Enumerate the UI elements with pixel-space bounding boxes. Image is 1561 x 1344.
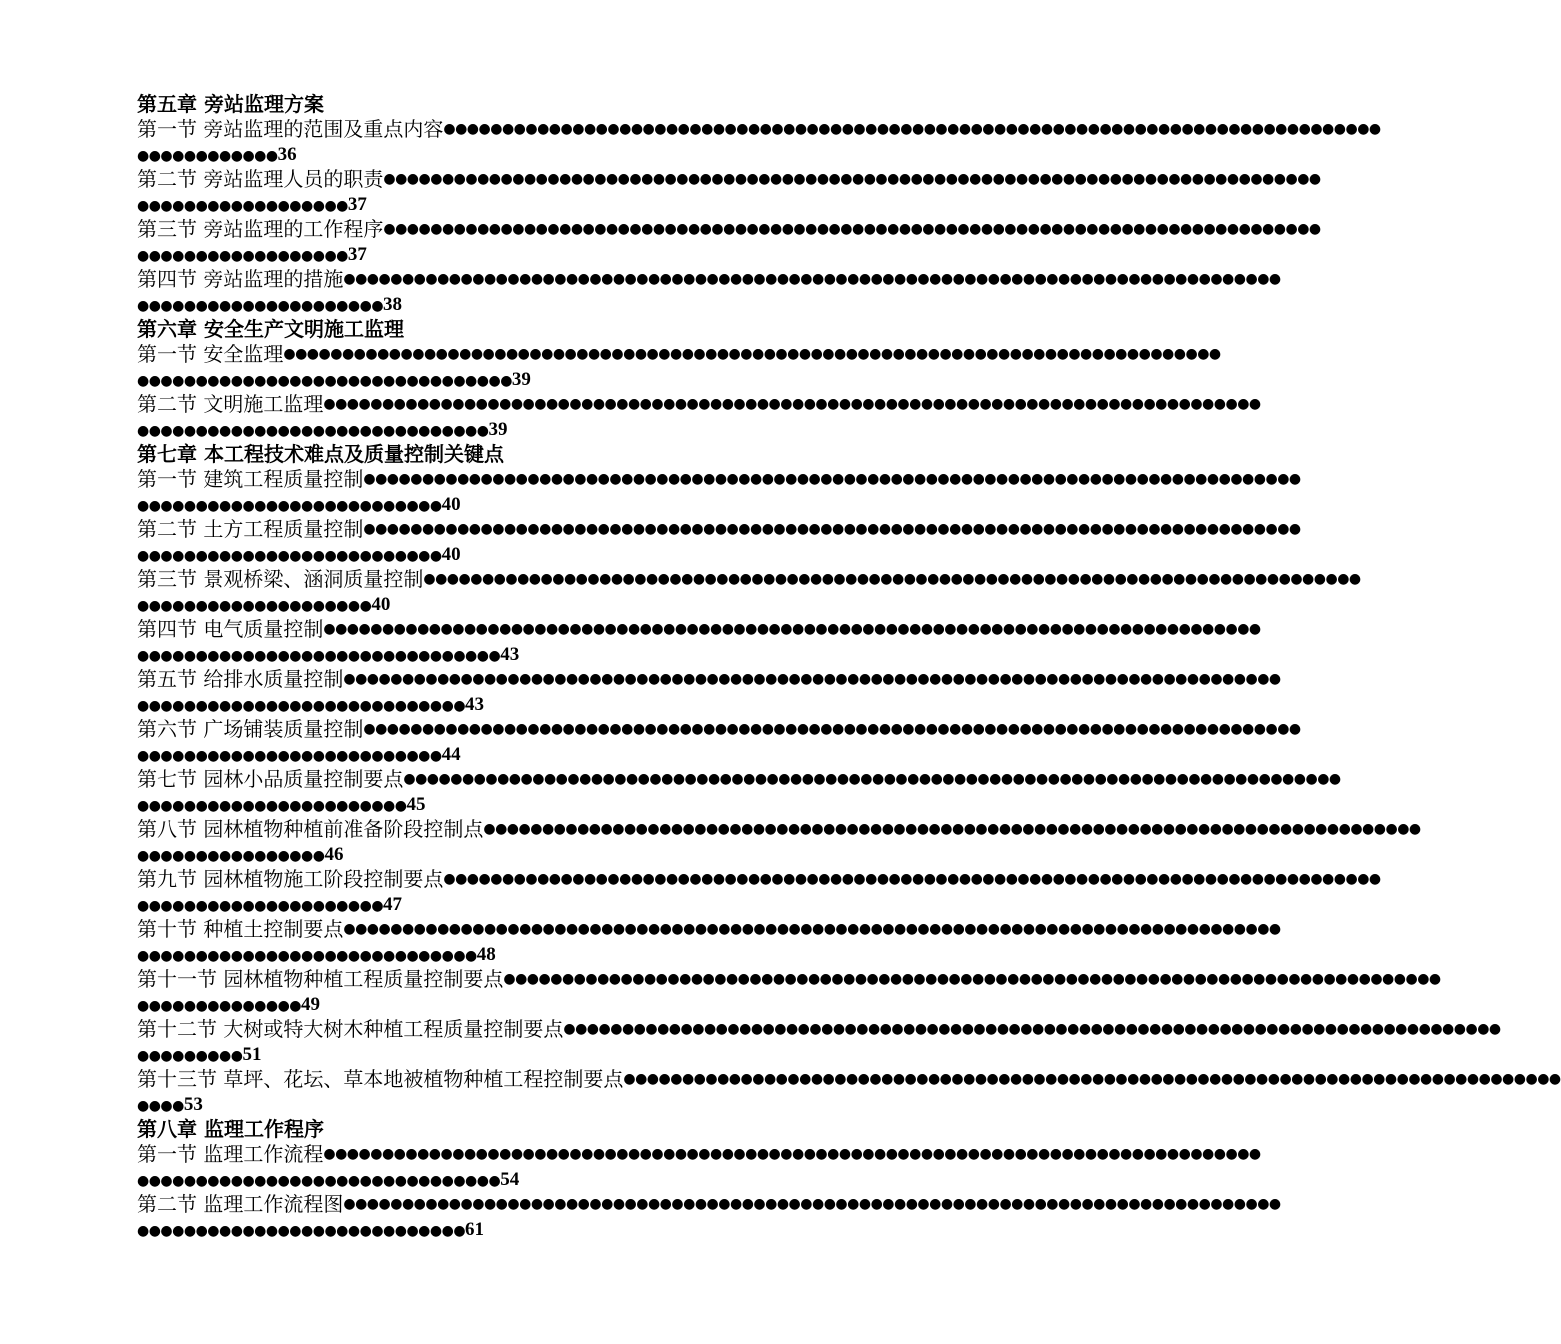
toc-entry[interactable] [137, 167, 1321, 217]
toc-page-number: 39 [488, 419, 508, 440]
toc-page-number: 49 [301, 994, 321, 1015]
dot-leader: ●●●●●●●●●●●●●●●●●●●●●●●●●●●●●●●●●●●●●●●●●●●●●●●●●●●●●●●●●●●●●●●●●●●●●●●●●●●●●●●● [443, 121, 1381, 137]
toc-entry-title: 第一节 旁站监理的范围及重点内容 [137, 117, 444, 141]
dot-leader: ●●●●●●●●●●●●●●●●●●●●●●●●●●●●●●●●●●●●●●●●●●●●●●●●●●●●●●●●●●●●●●●●●●●●●●●●●●●●●●●● [363, 521, 1301, 537]
toc-entry-title: 第十二节 大树或特大树木种植工程质量控制要点 [137, 1017, 564, 1041]
toc-page-number: 51 [242, 1044, 262, 1065]
toc-entry-title: 第九节 园林植物施工阶段控制要点 [137, 867, 444, 891]
dot-leader: ●●●●●●●●●●●●●●●●●●●●●●●●●● [137, 548, 442, 564]
dot-leader: ●●●●●●●●●●●●●●●●●●●●●●●●●●●●●● [137, 423, 489, 439]
chapter-heading: 第六章 安全生产文明施工监理 [137, 317, 404, 341]
dot-leader: ●●●●●●●●●●●●●●●●●●●●●●●●●●●●●●●●●●●●●●●●●●●●●●●●●●●●●●●●●●●●●●●●●●●●●●●●●●●●●●●● [323, 1146, 1261, 1162]
toc-entry-title: 第八节 园林植物种植前准备阶段控制点 [137, 817, 484, 841]
dot-leader: ●●●●●●●●●●●●●●●●●●●●●●●●●●●●●●●●●●●●●●●●●●●●●●●●●●●●●●●●●●●●●●●●●●●●●●●●●●●●●●●● [383, 171, 1321, 187]
toc-page-number: 54 [500, 1169, 520, 1190]
dot-leader: ●●●●●●●●●●●●●●●●●●●●● [137, 898, 384, 914]
dot-leader: ●●●●●●●●●●●●●●●●●●●●●●●●●●●●●●● [137, 648, 501, 664]
dot-leader: ●●●●●●●●●●●●●●●●●●●●●●●●●●●●●●●●●●●●●●●●●●●●●●●●●●●●●●●●●●●●●●●●●●●●●●●●●●●●●●●● [383, 221, 1321, 237]
toc-entry-title: 第五节 给排水质量控制 [137, 667, 344, 691]
dot-leader: ●●●●●●●●●●●●●●●●●●●●● [137, 298, 384, 314]
toc-entry[interactable] [137, 1067, 1561, 1117]
toc-entry[interactable] [137, 667, 1281, 717]
toc-entry-title: 第二节 文明施工监理 [137, 392, 324, 416]
toc-page-number: 45 [406, 794, 426, 815]
toc-entry-title: 第四节 旁站监理的措施 [137, 267, 344, 291]
toc-page-number: 44 [441, 744, 461, 765]
dot-leader: ●●●●●●●●●●●●●●●●●●●●●●●●●●●●●●●●●●●●●●●●●●●●●●●●●●●●●●●●●●●●●●●●●●●●●●●●●●●●●●●● [403, 771, 1341, 787]
dot-leader: ●●●●●●●●●●●●●●●●●●●●●●●●●●●●●●●●●●●●●●●●●●●●●●●●●●●●●●●●●●●●●●●●●●●●●●●●●●●●●●●● [563, 1021, 1501, 1037]
toc-page-number: 40 [441, 494, 461, 515]
toc-page-number: 39 [511, 369, 531, 390]
toc-entry[interactable] [137, 967, 1441, 1017]
toc-page-number: 40 [371, 594, 391, 615]
dot-leader: ●●●● [137, 1098, 184, 1114]
dot-leader: ●●●●●●●●●●●●●●●●●●●●●●●●●●●●●●●●●●●●●●●●●●●●●●●●●●●●●●●●●●●●●●●●●●●●●●●●●●●●●●●● [363, 721, 1301, 737]
dot-leader: ●●●●●●●●●●●●●●●●●●●●●●●●●●●●●●●●●●●●●●●●●●●●●●●●●●●●●●●●●●●●●●●●●●●●●●●●●●●●●●●● [323, 621, 1261, 637]
toc-page-number: 43 [500, 644, 520, 665]
toc-entry-title: 第二节 监理工作流程图 [137, 1192, 344, 1216]
dot-leader: ●●●●●●●●●●●●●●●●●●●●●●●●●●●●●●●●●●●●●●●●●●●●●●●●●●●●●●●●●●●●●●●●●●●●●●●●●●●●●●●● [483, 821, 1421, 837]
dot-leader: ●●●●●●●●●●●●●●●●●●●●●●●●●●●●●●●●●●●●●●●●●●●●●●●●●●●●●●●●●●●●●●●●●●●●●●●●●●●●●●●● [423, 571, 1361, 587]
toc-entry[interactable] [137, 867, 1381, 917]
toc-page-number: 61 [465, 1219, 485, 1240]
dot-leader: ●●●●●●●●●●●●●●●●●●●●●●●●●● [137, 498, 442, 514]
toc-entry-title: 第六节 广场铺装质量控制 [137, 717, 364, 741]
dot-leader: ●●●●●●●●●●●●●●●●●●●●●●●●●●●●●●●●●●●●●●●●●●●●●●●●●●●●●●●●●●●●●●●●●●●●●●●●●●●●●●●● [343, 921, 1281, 937]
toc-entry-title: 第二节 土方工程质量控制 [137, 517, 364, 541]
dot-leader: ●●●●●●●●●●●●●●●●●●●●●●●●●●●●●●●●●●●●●●●●●●●●●●●●●●●●●●●●●●●●●●●●●●●●●●●●●●●●●●●● [343, 271, 1281, 287]
dot-leader: ●●●●●●●●●●●●●●●●●●●●●●●●●●●●●●●●●●●●●●●●●●●●●●●●●●●●●●●●●●●●●●●●●●●●●●●●●●●●●●●● [283, 346, 1221, 362]
toc-page-number: 48 [476, 944, 496, 965]
toc-entry-title: 第十一节 园林植物种植工程质量控制要点 [137, 967, 504, 991]
dot-leader: ●●●●●●●●● [137, 1048, 243, 1064]
toc-entry[interactable] [137, 342, 1221, 392]
toc-entry-title: 第一节 监理工作流程 [137, 1142, 324, 1166]
toc-entry-title: 第十节 种植土控制要点 [137, 917, 344, 941]
toc-entry-title: 第三节 旁站监理的工作程序 [137, 217, 384, 241]
dot-leader: ●●●●●●●●●●●●●●●●●●●● [137, 598, 372, 614]
toc-entry[interactable] [137, 517, 1301, 567]
toc-entry[interactable] [137, 117, 1381, 167]
toc-entry-title: 第一节 安全监理 [137, 342, 284, 366]
toc-entry-title: 第十三节 草坪、花坛、草本地被植物种植工程控制要点 [137, 1067, 624, 1091]
chapter-heading: 第五章 旁站监理方案 [137, 92, 324, 116]
toc-entry[interactable] [137, 1192, 1281, 1242]
toc-entry[interactable] [137, 717, 1301, 767]
dot-leader: ●●●●●●●●●●●●●●●●●●●●●●●●●● [137, 748, 442, 764]
chapter-heading: 第七章 本工程技术难点及质量控制关键点 [137, 442, 504, 466]
toc-entry[interactable] [137, 917, 1281, 967]
toc-entry[interactable] [137, 1142, 1261, 1192]
toc-entry-title: 第四节 电气质量控制 [137, 617, 324, 641]
dot-leader: ●●●●●●●●●●●●●●●●●●●●●●●●●●●●●●●● [137, 373, 512, 389]
toc-entry-title: 第二节 旁站监理人员的职责 [137, 167, 384, 191]
dot-leader: ●●●●●●●●●●●●●●●● [137, 848, 325, 864]
dot-leader: ●●●●●●●●●●●●●●●●●●●●●●●●●●●● [137, 1223, 466, 1239]
dot-leader: ●●●●●●●●●●●●●●●●●●●●●●●●●●●●● [137, 948, 477, 964]
toc-entry[interactable] [137, 392, 1261, 442]
dot-leader: ●●●●●●●●●●●●●●●●●●●●●●●●●●●●●●●●●●●●●●●●●●●●●●●●●●●●●●●●●●●●●●●●●●●●●●●●●●●●●●●● [323, 396, 1261, 412]
toc-entry[interactable] [137, 617, 1261, 667]
toc-entry[interactable] [137, 567, 1361, 617]
toc-entry[interactable] [137, 467, 1301, 517]
dot-leader: ●●●●●●●●●●●●●● [137, 998, 302, 1014]
toc-entry-title: 第七节 园林小品质量控制要点 [137, 767, 404, 791]
toc-page-number: 43 [465, 694, 485, 715]
toc-entry[interactable] [137, 1017, 1501, 1067]
dot-leader: ●●●●●●●●●●●●●●●●●●●●●●●●●●●●●●●●●●●●●●●●●●●●●●●●●●●●●●●●●●●●●●●●●●●●●●●●●●●●●●●● [363, 471, 1301, 487]
toc-page-number: 38 [383, 294, 403, 315]
toc-page-number: 53 [183, 1094, 203, 1115]
toc-page-number: 47 [383, 894, 403, 915]
toc-page-number: 40 [441, 544, 461, 565]
toc-entry[interactable] [137, 817, 1421, 867]
dot-leader: ●●●●●●●●●●●●●●●●●● [137, 198, 348, 214]
toc-entry[interactable] [137, 217, 1321, 267]
dot-leader: ●●●●●●●●●●●●●●●●●●●●●●●●●●●● [137, 698, 466, 714]
dot-leader: ●●●●●●●●●●●●●●●●●● [137, 248, 348, 264]
chapter-heading: 第八章 监理工作程序 [137, 1117, 324, 1141]
dot-leader: ●●●●●●●●●●●●●●●●●●●●●●●●●●●●●●●●●●●●●●●●●●●●●●●●●●●●●●●●●●●●●●●●●●●●●●●●●●●●●●●● [503, 971, 1441, 987]
toc-page-number: 37 [347, 244, 367, 265]
dot-leader: ●●●●●●●●●●●●●●●●●●●●●●●●●●●●●●●●●●●●●●●●●●●●●●●●●●●●●●●●●●●●●●●●●●●●●●●●●●●●●●●● [343, 1196, 1281, 1212]
dot-leader: ●●●●●●●●●●●●●●●●●●●●●●●●●●●●●●●●●●●●●●●●●●●●●●●●●●●●●●●●●●●●●●●●●●●●●●●●●●●●●●●● [623, 1071, 1561, 1087]
toc-entry[interactable] [137, 767, 1341, 817]
toc-page-number: 36 [277, 144, 297, 165]
dot-leader: ●●●●●●●●●●●●●●●●●●●●●●● [137, 798, 407, 814]
dot-leader: ●●●●●●●●●●●●●●●●●●●●●●●●●●●●●●●●●●●●●●●●●●●●●●●●●●●●●●●●●●●●●●●●●●●●●●●●●●●●●●●● [343, 671, 1281, 687]
dot-leader: ●●●●●●●●●●●●●●●●●●●●●●●●●●●●●●● [137, 1173, 501, 1189]
toc-page-number: 37 [347, 194, 367, 215]
toc-entry[interactable] [137, 267, 1281, 317]
toc-entry-title: 第三节 景观桥梁、涵洞质量控制 [137, 567, 424, 591]
dot-leader: ●●●●●●●●●●●● [137, 148, 278, 164]
toc-page-number: 46 [324, 844, 344, 865]
toc-entry-title: 第一节 建筑工程质量控制 [137, 467, 364, 491]
dot-leader: ●●●●●●●●●●●●●●●●●●●●●●●●●●●●●●●●●●●●●●●●●●●●●●●●●●●●●●●●●●●●●●●●●●●●●●●●●●●●●●●● [443, 871, 1381, 887]
toc-page [137, 92, 1561, 1242]
